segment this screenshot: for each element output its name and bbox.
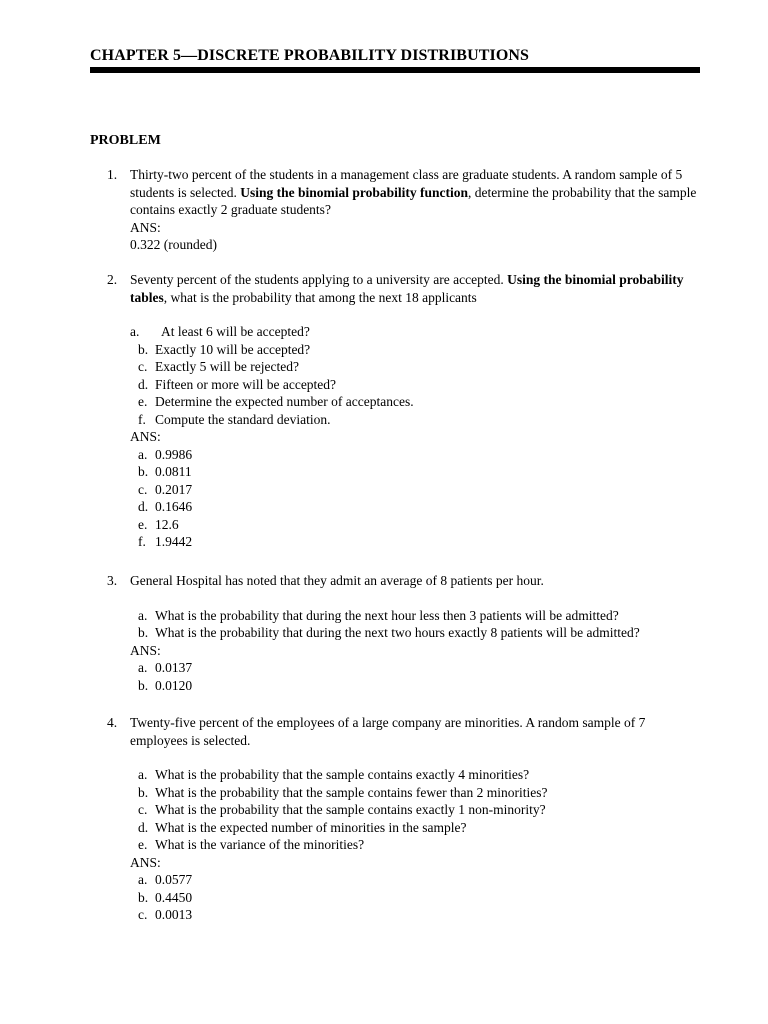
part-item: a. At least 6 will be accepted? (130, 324, 310, 339)
answer-item: a. 0.9986 (138, 446, 193, 462)
part-item: b. What is the probability that the sample contains fewer than 2 minorities? (138, 784, 548, 800)
problem-number: 3. (107, 573, 118, 588)
part-item: c. Exactly 5 will be rejected? (138, 359, 299, 374)
answer-item: b. 0.0811 (138, 464, 192, 479)
ans-label: ANS: (130, 429, 161, 444)
problem-text: Thirty-two percent of the students in a management class are graduate students. A random sample of 5 students is selected. Using the binomial probability function, determine the probability that the sample contains exactly 2 graduate students? (130, 167, 697, 217)
problem-3 (90, 572, 700, 694)
part-item: c. What is the probability that the sample contains exactly 1 non-minority? (138, 802, 546, 817)
problem-text: Seventy percent of the students applying to a university are accepted. Using the binomial probability tables, what is the probability that among the next 18 applicants (130, 272, 684, 305)
part-item: f. Compute the standard deviation. (138, 411, 331, 427)
problem-1 (90, 166, 700, 254)
answer-item: e. 12.6 (138, 516, 179, 532)
answer-item: b. 0.0120 (138, 677, 193, 693)
part-item: a. What is the probability that during the next hour less then 3 patients will be admitted? (138, 607, 619, 623)
answer-item: d. 0.1646 (138, 499, 193, 514)
problem-number: 4. (107, 715, 118, 730)
problem-4 (90, 714, 700, 924)
part-item: a. What is the probability that the sample contains exactly 4 minorities? (138, 767, 530, 782)
problem-number: 1. (107, 167, 118, 182)
part-item: b. Exactly 10 will be accepted? (138, 341, 311, 357)
answer-item: a. 0.0577 (138, 872, 193, 887)
ans-label: ANS: (130, 219, 161, 235)
problem-number: 2. (107, 272, 118, 287)
problem-text: Twenty-five percent of the employees of a large company are minorities. A random sample of 7 employees is selected. (130, 715, 646, 748)
answer-item: f. 1.9442 (138, 534, 193, 549)
part-item: d. Fifteen or more will be accepted? (138, 376, 337, 392)
answer: 0.322 (rounded) (130, 237, 217, 252)
section-heading: PROBLEM (90, 133, 161, 148)
problem-2 (90, 271, 700, 551)
part-item: d. What is the expected number of minorities in the sample? (138, 819, 467, 835)
title-rule (90, 67, 700, 73)
ans-label: ANS: (130, 642, 161, 658)
part-item: b. What is the probability that during the next two hours exactly 8 patients will be admitted? (138, 625, 640, 640)
answer-item: c. 0.0013 (138, 907, 193, 922)
problem-text: General Hospital has noted that they admit an average of 8 patients per hour. (130, 573, 544, 588)
answer-item: b. 0.4450 (138, 889, 193, 905)
ans-label: ANS: (130, 854, 161, 870)
answer-item: a. 0.0137 (138, 660, 193, 675)
part-item: e. Determine the expected number of acceptances. (138, 394, 414, 409)
part-item: e. What is the variance of the minorities? (138, 837, 365, 852)
chapter-title: CHAPTER 5—DISCRETE PROBABILITY DISTRIBUTIONS (90, 47, 530, 64)
answer-item: c. 0.2017 (138, 481, 193, 497)
